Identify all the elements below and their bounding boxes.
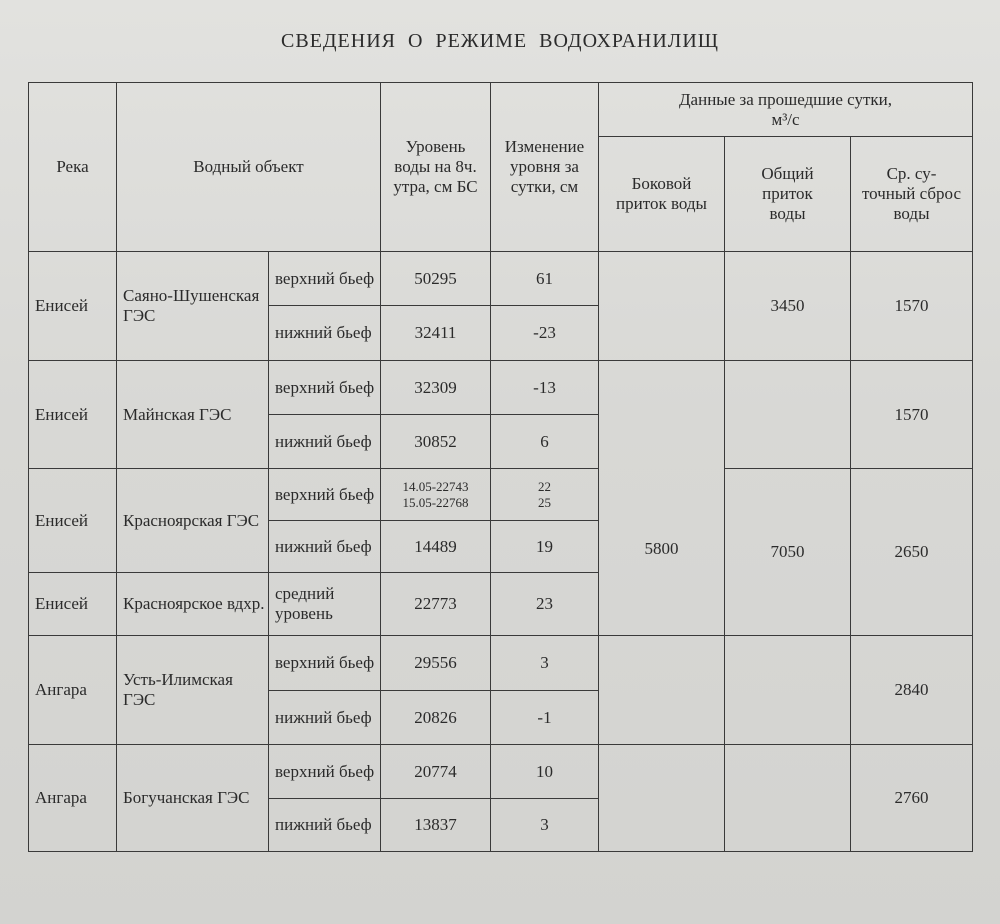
level-cell: 30852: [380, 414, 491, 469]
header-side-inflow: Боковой приток воды: [598, 136, 725, 252]
discharge-cell: 2650: [850, 468, 973, 636]
level-cell: 32309: [380, 360, 491, 415]
object-cell: Богучанская ГЭС: [116, 744, 269, 852]
total-inflow-cell: 3450: [724, 251, 851, 361]
total-inflow-cell: [724, 360, 851, 469]
change-cell: 3: [490, 635, 599, 691]
object-cell: Красноярское вдхр.: [116, 572, 269, 636]
change-cell: 3: [490, 798, 599, 852]
header-total-inflow: Общий приток воды: [724, 136, 851, 252]
header-avg-discharge: Ср. су-точный сброс воды: [850, 136, 973, 252]
level-cell: 14489: [380, 520, 491, 573]
header-daily-title: Данные за прошедшие сутки,: [678, 89, 893, 109]
discharge-cell: 1570: [850, 251, 973, 361]
total-inflow-cell: 7050: [724, 468, 851, 636]
part-cell: верхний бьеф: [268, 251, 381, 306]
part-cell: нижний бьеф: [268, 414, 381, 469]
change-value-2: 25: [538, 494, 551, 510]
object-cell: Майнская ГЭС: [116, 360, 269, 469]
level-cell: 13837: [380, 798, 491, 852]
change-cell: 19: [490, 520, 599, 573]
part-cell: пижний бьеф: [268, 798, 381, 852]
discharge-cell: 1570: [850, 360, 973, 469]
part-cell: верхний бьеф: [268, 635, 381, 691]
change-cell: 23: [490, 572, 599, 636]
header-daily-group: [598, 82, 973, 137]
side-inflow-cell: [598, 251, 725, 361]
part-cell: средний уровень: [268, 572, 381, 636]
change-cell: 6: [490, 414, 599, 469]
part-cell: верхний бьеф: [268, 360, 381, 415]
discharge-cell: 2840: [850, 635, 973, 745]
part-cell: верхний бьеф: [268, 744, 381, 799]
change-value-1: 22: [538, 478, 551, 494]
change-cell: -23: [490, 305, 599, 361]
reservoir-table: [28, 82, 973, 852]
header-change: Изменение уровня за сутки, см: [490, 82, 599, 252]
change-cell: 10: [490, 744, 599, 799]
header-level: Уровень воды на 8ч. утра, см БС: [380, 82, 491, 252]
total-inflow-cell: [724, 744, 851, 852]
part-cell: верхний бьеф: [268, 468, 381, 521]
change-cell: 61: [490, 251, 599, 306]
level-cell: 20826: [380, 690, 491, 745]
level-cell: 20774: [380, 744, 491, 799]
total-inflow-cell: [724, 635, 851, 745]
change-cell: -1: [490, 690, 599, 745]
level-date-1: 14.05-22743: [402, 478, 469, 494]
change-cell: -13: [490, 360, 599, 415]
level-cell: 32411: [380, 305, 491, 361]
change-cell: [490, 468, 599, 521]
side-inflow-cell: 5800: [598, 360, 725, 636]
river-cell: Енисей: [28, 468, 117, 573]
header-daily-unit: м³/с: [771, 109, 800, 129]
object-cell: Красноярская ГЭС: [116, 468, 269, 573]
level-cell: 22773: [380, 572, 491, 636]
river-cell: Енисей: [28, 251, 117, 361]
river-cell: Енисей: [28, 360, 117, 469]
header-river: Река: [28, 82, 117, 252]
river-cell: Енисей: [28, 572, 117, 636]
side-inflow-cell: [598, 635, 725, 745]
part-cell: нижний бьеф: [268, 520, 381, 573]
object-cell: Саяно-Шушенская ГЭС: [116, 251, 269, 361]
river-cell: Ангара: [28, 635, 117, 745]
river-cell: Ангара: [28, 744, 117, 852]
header-object: Водный объект: [116, 82, 381, 252]
level-cell: [380, 468, 491, 521]
object-cell: Усть-Илимская ГЭС: [116, 635, 269, 745]
level-cell: 50295: [380, 251, 491, 306]
discharge-cell: 2760: [850, 744, 973, 852]
part-cell: нижний бьеф: [268, 305, 381, 361]
level-cell: 29556: [380, 635, 491, 691]
document-title: СВЕДЕНИЯ О РЕЖИМЕ ВОДОХРАНИЛИЩ: [281, 30, 719, 52]
level-date-2: 15.05-22768: [402, 494, 469, 510]
part-cell: нижний бьеф: [268, 690, 381, 745]
side-inflow-cell: [598, 744, 725, 852]
